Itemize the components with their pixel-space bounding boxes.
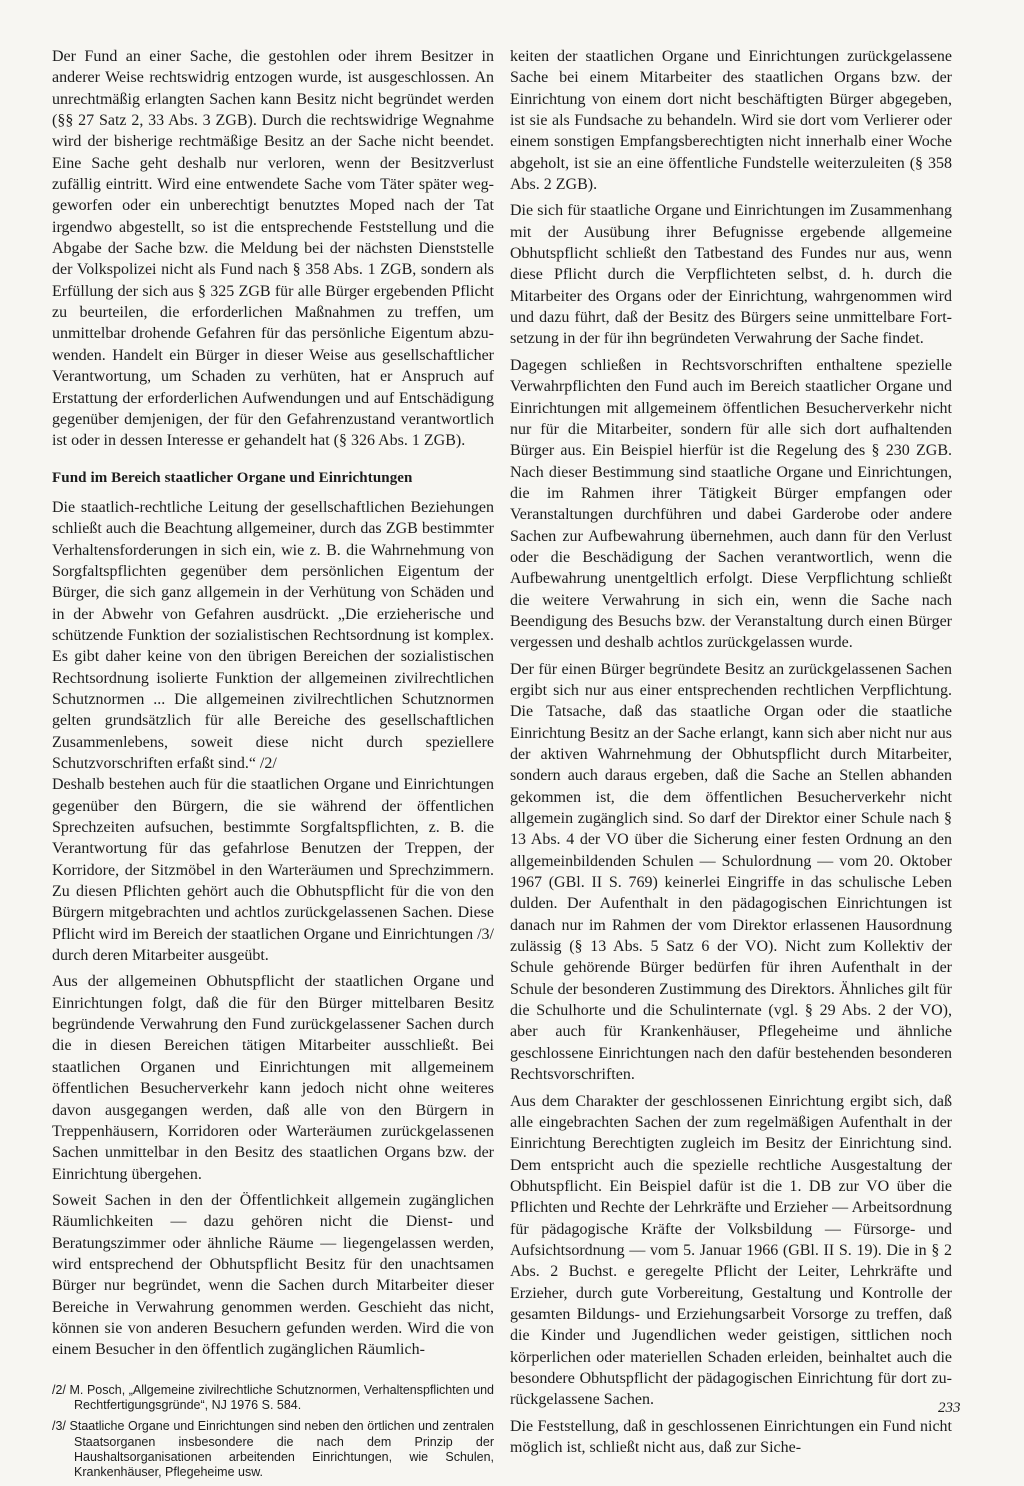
paragraph: Der für einen Bürger begründete Besitz an zurückgelassenen Sachen ergibt sich nur aus einer entsprechenden rechtlichen Verpflichtung. Die Tatsache, daß das staatliche Organ oder die staatliche Einrichtung Besitz an der Sache erlangt, kann sich aber nicht nur aus der aktiven Wahrnehmung der Obhutspflicht durch Mitarbeiter, sondern auch daraus ergeben, daß die Sache an Stellen abhanden gekommen ist, die dem öffentlichen Besucherverkehr nicht allgemein zugänglich sind. So darf der Direktor einer Schule nach § 13 Abs. 4 der VO über die Sicherung einer festen Ordnung an den allgemeinbildenden Schulen — Schulordnung — vom 20. Oktober 1967 (GBl. II S. 769) keinerlei Eingriffe in das schulische Leben dulden. Der Aufenthalt in den pädagogischen Einrichtungen ist danach nur im Rahmen der vom Direktor erlassenen Hausordnung zulässig (§ 13 Abs. 5 Satz 6 der VO). Nicht zum Kollektiv der Schule gehörende Bürger bedürfen für ihren Aufenthalt in der Schule der besonderen Zustimmung des Direktors. Ähnliches gilt für die Schulhorte und die Schulinternate (vgl. § 29 Abs. 2 der VO), aber auch für Krankenhäuser, Pflegeheime und ähnliche geschlossene Einrichtungen nach den dafür bestehenden besonderen Rechtsvorschriften. [510, 660, 952, 1084]
paragraph: Deshalb bestehen auch für die staatlichen Organe und Einrichtungen gegenüber den Bürgern, die sie während der öffentlichen Sprechzeiten aufsuchen, bestimmte Sorgfaltspflichten, z. B. die Verantwortung für das gefahrlose Benutzen der Treppen, der Korridore, der Sitzmöbel in den Warteräumen und Sprechzimmern. Zu diesen Pflichten gehört auch die Obhutspflicht für die von den Bürgern mitgebrachten und achtlos zurückgelassenen Sachen. Diese Pflicht wird im Bereich der staatlichen Organe und Einrichtungen /3/ durch deren Mitarbeiter ausgeübt. [52, 776, 494, 965]
left-column [52, 46, 494, 1486]
footnote: /3/ Staatliche Organe und Einrichtungen sind neben den örtlichen und zentralen Staatsorganen insbesondere die nach dem Prinzip der Haushaltsorganisationen arbeitenden Einrichtungen, wie Schulen, Krankenhäuser, Pflegeheime usw. [52, 1419, 494, 1480]
paragraph: Die sich für staatliche Organe und Einrichtungen im Zusammenhang mit der Ausübung ihrer Befugnisse ergebende allgemeine Obhutspflicht schließt den Tatbestand des Fundes nur aus, wenn diese Pflicht durch die Verpflichteten selbst, d. h. durch die Mitarbeiter des Organs oder der Einrichtung, wahrgenommen wird und dazu führt, daß der Besitz des Bürgers seine unmittelbare Fortsetzung in der für ihn begründeten Verwahrung der Sache findet. [510, 202, 952, 348]
paragraph: Dagegen schließen in Rechtsvorschriften enthaltene spezielle Verwahrpflichten den Fund auch im Bereich staatlicher Organe und Einrichtungen mit allgemeinem öffentlichen Besucherverkehr nicht nur für die Mitarbeiter, sondern für alle sich dort aufhaltenden Bürger aus. Ein Beispiel hierfür ist die Regelung des § 230 ZGB. Nach dieser Bestimmung sind staatliche Organe und Einrichtungen, die im Rahmen ihrer Tätigkeit Bürger empfangen oder Veranstaltungen durchführen und dabei Garderobe oder andere Sachen zur Aufbewahrung übernehmen, auch dann für den Verlust oder die Beschädigung der Sachen verantwortlich, wenn die Aufbewahrung unentgeltlich erfolgt. Diese Verpflichtung schließt die weitere Verwahrung in sich ein, wenn die Sache nach Beendigung des Besuchs bzw. der Veranstaltung durch einen Bürger vergessen und deshalb achtlos zurückgelassen wurde. [510, 356, 952, 652]
right-column [510, 46, 952, 1463]
paragraph: Aus dem Charakter der geschlossenen Einrichtung ergibt sich, daß alle eingebrachten Sachen der zum regelmäßigen Aufenthalt in der Einrichtung Berechtigten zugleich im Besitz der Einrichtung sind. Dem entspricht auch die spezielle rechtliche Ausgestaltung der Obhutspflicht. Ein Beispiel dafür ist die 1. DB zur VO über die Pflichten und Rechte der Lehrkräfte und Erzieher — Arbeitsordnung für pädagogische Kräfte der Volksbildung — Fürsorge- und Aufsichtsordnung — vom 5. Januar 1966 (GBl. II S. 19). Die in § 2 Abs. 2 Buchst. e geregelte Pflicht der Leiter, Lehrkräfte und Erzieher, durch gute Vorbereitung, Gestaltung und Kontrolle der gesamten Bildungs- und Erziehungsarbeit Vorsorge zu treffen, daß die Kinder und Jugendlichen weder geistigen, sittlichen noch körperlichen oder materiellen Schaden erleiden, beinhaltet auch die besondere Obhutspflicht der pädagogischen Einrichtung für dort zurückgelassene Sachen. [510, 1092, 952, 1409]
paragraph: keiten der staatlichen Organe und Einrichtungen zurückgelassene Sache bei einem Mitarbeiter des staatlichen Organs bzw. der Einrichtung von einem dort nicht beschäftigten Bürger abgegeben, ist sie als Fundsache zu behandeln. Wird sie dort vom Verlierer oder einem sonstigen Empfangsberechtigten nicht innerhalb einer Woche abgeholt, ist sie an eine öffentliche Fundstelle weiterzuleiten (§ 358 Abs. 2 ZGB). [510, 48, 952, 194]
footnotes [52, 1383, 494, 1481]
section-heading: Fund im Bereich staatlicher Organe und Einrichtungen [52, 469, 413, 486]
page-number: 233 [938, 1400, 961, 1416]
paragraph: Soweit Sachen in den der Öffentlichkeit allgemein zugänglichen Räumlichkeiten — dazu gehören nicht die Dienst- und Beratungszimmer oder ähnliche Räume — liegengelassen werden, wird entsprechend der Obhutspflicht Besitz für den unachtsamen Bürger nur begründet, wenn die Sachen durch Mitarbeiter dieser Bereiche in Verwahrung genommen werden. Geschieht das nicht, können sie von anderen Besuchern gefunden werden. Wird die von einem Besucher in den öffentlich zugänglichen Räumlich- [52, 1191, 494, 1359]
footnote: /2/ M. Posch, „Allgemeine zivilrechtliche Schutznormen, Verhaltenspflichten und Rechtfertigungsgründe“, NJ 1976 S. 584. [52, 1382, 494, 1412]
paragraph: Die Feststellung, daß in geschlossenen Einrichtungen ein Fund nicht möglich ist, schließt nicht aus, daß zur Siche- [510, 1417, 952, 1456]
paragraph: Aus der allgemeinen Obhutspflicht der staatlichen Organe und Einrichtungen folgt, daß die für den Bürger mittelbaren Besitz begründende Verwahrung den Fund zurückgelassener Sachen durch die in diesen Bereichen tätigen Mitarbeiter ausschließt. Bei staatlichen Organen und Einrichtungen mit allgemeinem öffentlichen Besucherverkehr kann jedoch nicht ohne weiteres davon ausgegangen werden, daß alle von den Bürgern in Treppenhäusern, Korridoren oder Warteräumen zurückgelassenen Sachen unmittelbar in den Besitz des staatlichen Organs bzw. der Einrichtung übergehen. [52, 973, 494, 1183]
paragraph: Die staatlich-rechtliche Leitung der gesellschaftlichen Beziehungen schließt auch die Beachtung allgemeiner, durch das ZGB bestimmter Verhaltensforderungen in sich ein, wie z. B. die Wahrnehmung von Sorgfaltspflichten gegenüber dem persönlichen Eigentum der Bürger, die sich ganz allgemein in der Verhütung von Schäden und in der Abwehr von Gefahren ausdrückt. „Die erzieherische und schützende Funktion der sozialistischen Rechtsordnung ist komplex. Es gibt daher keine von den übrigen Bereichen der sozialistischen Rechtsordnung isolierte Funktion der allgemeinen zivilrechtlichen Schutznormen ... Die allgemeinen zivilrechtlichen Schutznormen gelten grundsätzlich für alle Bereiche des gesellschaftlichen Zusammenlebens, soweit diese nicht durch speziellere Schutzvorschriften erfaßt sind.“ /2/ [52, 498, 494, 772]
paragraph: Der Fund an einer Sache, die gestohlen oder ihrem Besitzer in anderer Weise rechtswidrig entzogen wurde, ist ausgeschlossen. An unrechtmäßig erlangten Sachen kann Besitz nicht begründet werden (§§ 27 Satz 2, 33 Abs. 3 ZGB). Durch die rechtswidrige Wegnahme wird der bisherige rechtmäßige Besitz an der Sache nicht beendet. Eine Sache geht deshalb nur verloren, wenn der Besitzverlust zufällig eintritt. Wird eine entwendete Sache vom Täter später weggeworfen oder ein unberechtigt benutztes Moped nach der Tat irgendwo abgestellt, so ist die entsprechende Feststellung und die Abgabe der Sache bzw. die Meldung bei der nächsten Dienststelle der Volkspolizei nicht als Fund nach § 358 Abs. 1 ZGB, sondern als Erfüllung der sich aus § 325 ZGB für alle Bürger ergebenden Pflicht zu beurteilen, die erforderlichen Maßnahmen zu treffen, um unmittelbar drohende Gefahren für das persönliche Eigentum abzuwenden. Handelt ein Bürger in dieser Weise aus gesellschaftlicher Verantwortung, um Schaden zu verhüten, hat er Anspruch auf Erstattung der erforderlichen Aufwendungen und auf Entschädigung gegenüber demjenigen, der für den Gefahrenzustand verantwortlich ist oder in dessen Interesse er gehandelt hat (§ 326 Abs. 1 ZGB). [52, 48, 494, 450]
